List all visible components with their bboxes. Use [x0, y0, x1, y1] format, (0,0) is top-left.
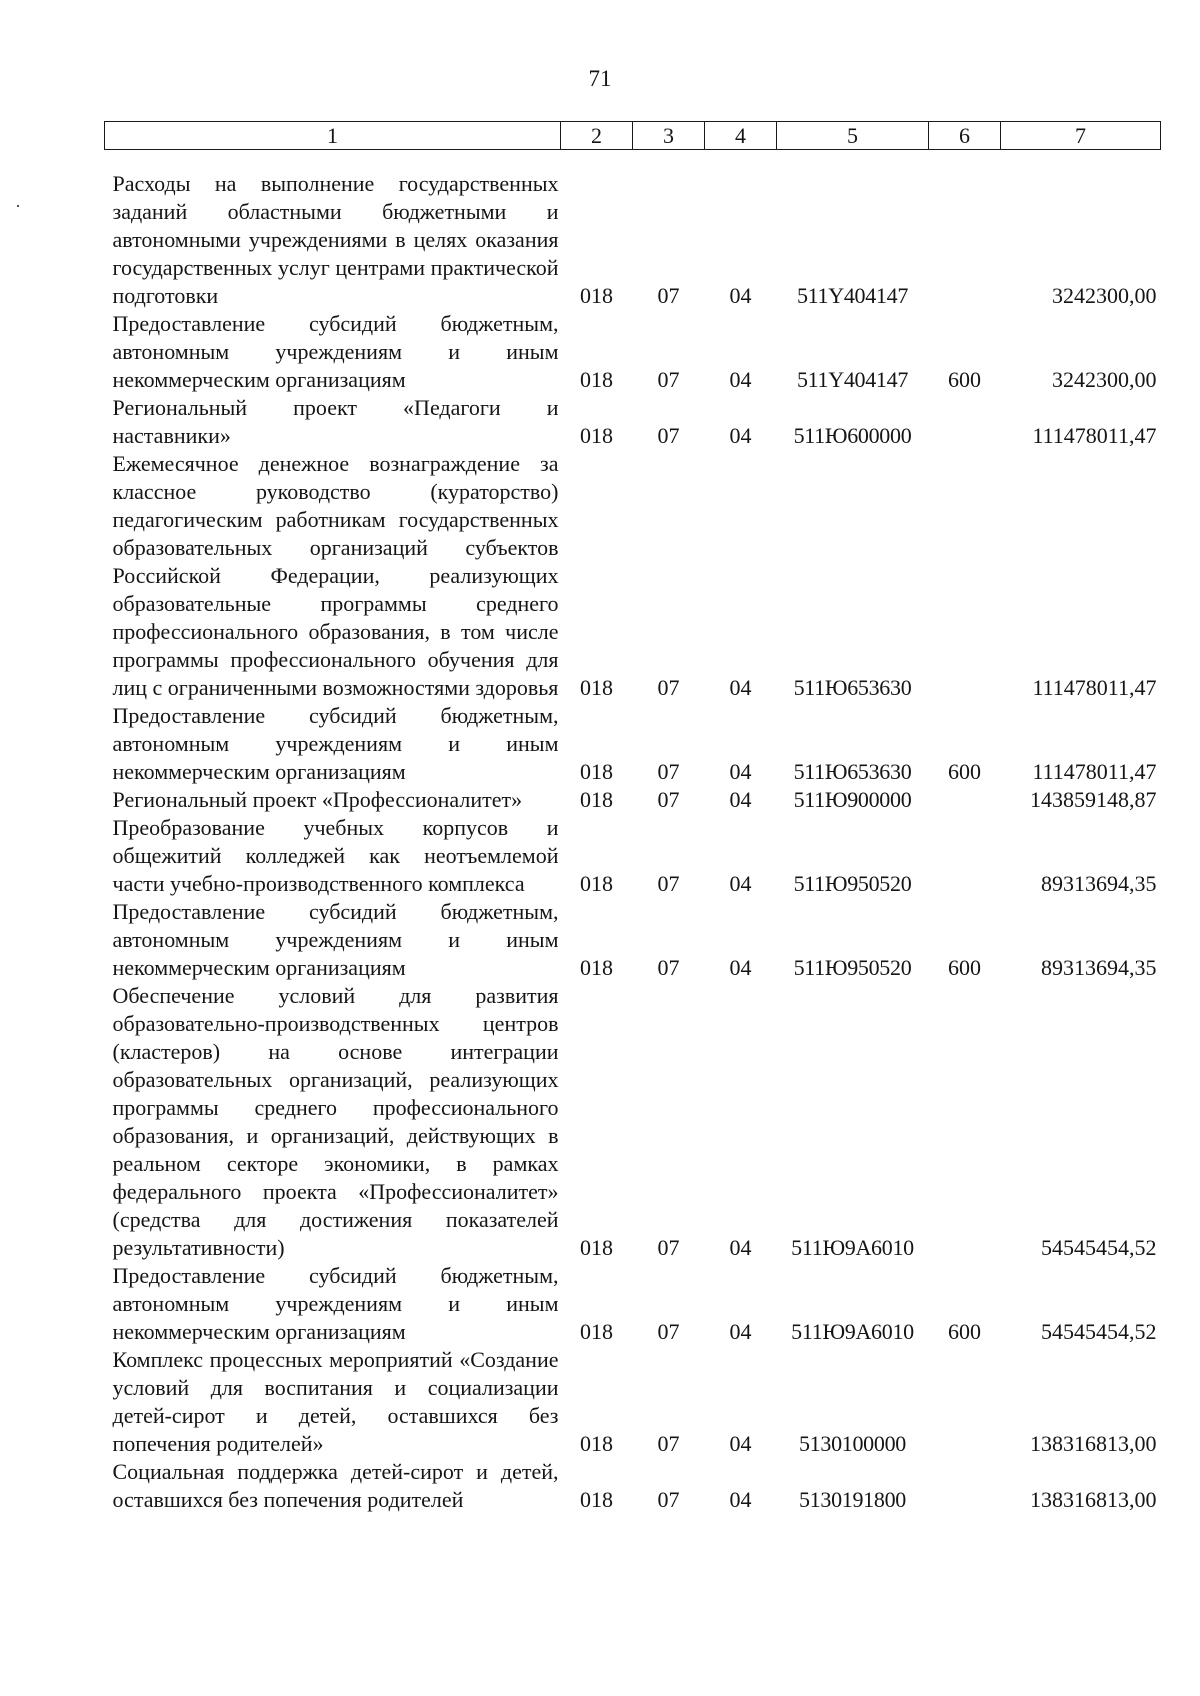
row-subsection-code: 04 — [729, 675, 752, 700]
row-ministry-code: 018 — [580, 787, 613, 812]
table-row — [105, 898, 1161, 982]
row-section-code: 07 — [657, 1235, 680, 1260]
row-description: Обеспечение условий для развития образовательно-производственных центров (кластеров) на основе интеграции образовательных организаций, реализующих программы среднего профессионального образования, и организаций, действующих в реальном секторе экономики, в рамках федерального проекта «Профессионалитет» (средства для достижения показателей результативности) — [112, 983, 559, 1260]
row-target-article: 511Ю653630 — [793, 759, 912, 784]
table-row — [105, 1458, 1161, 1514]
header-col-7: 7 — [1001, 122, 1161, 150]
row-subsection-code: 04 — [729, 283, 752, 308]
table-row — [105, 310, 1161, 394]
row-section-code: 07 — [657, 1487, 680, 1512]
row-expense-type — [929, 1458, 1001, 1514]
row-ministry-code: 018 — [580, 871, 613, 896]
row-amount: 3242300,00 — [1052, 283, 1157, 308]
row-ministry-code: 018 — [580, 955, 613, 980]
scan-artifact-dot: · — [15, 196, 21, 216]
row-expense-type: 600 — [948, 367, 981, 392]
row-description: Преобразование учебных корпусов и общежитий колледжей как неотъемлемой части учебно-производственного комплекса — [112, 815, 559, 896]
row-subsection-code: 04 — [729, 955, 752, 980]
header-col-6: 6 — [929, 122, 1001, 150]
row-expense-type — [929, 394, 1001, 450]
row-amount: 89313694,35 — [1041, 871, 1157, 896]
row-ministry-code: 018 — [580, 283, 613, 308]
header-col-4: 4 — [705, 122, 777, 150]
row-subsection-code: 04 — [729, 1319, 752, 1344]
budget-table — [104, 121, 1161, 1514]
header-row — [105, 122, 1161, 150]
row-expense-type — [929, 814, 1001, 898]
row-target-article: 5130100000 — [798, 1431, 906, 1456]
row-amount: 54545454,52 — [1041, 1319, 1157, 1344]
row-expense-type: 600 — [948, 1319, 981, 1344]
row-subsection-code: 04 — [729, 787, 752, 812]
table-row — [105, 1346, 1161, 1458]
row-section-code: 07 — [657, 787, 680, 812]
row-expense-type — [929, 786, 1001, 814]
row-amount: 138316813,00 — [1030, 1431, 1157, 1456]
row-section-code: 07 — [657, 283, 680, 308]
row-amount: 111478011,47 — [1032, 759, 1157, 784]
row-amount: 111478011,47 — [1032, 423, 1157, 448]
row-expense-type — [929, 982, 1001, 1262]
row-subsection-code: 04 — [729, 1431, 752, 1456]
table-row — [105, 1262, 1161, 1346]
row-target-article: 5130191800 — [798, 1487, 906, 1512]
row-amount: 138316813,00 — [1030, 1487, 1157, 1512]
row-description: Предоставление субсидий бюджетным, автономным учреждениям и иным некоммерческим организациям — [112, 1263, 559, 1344]
table-row — [105, 150, 1161, 311]
row-ministry-code: 018 — [580, 1319, 613, 1344]
row-target-article: 511Ю9А6010 — [791, 1235, 914, 1260]
row-ministry-code: 018 — [580, 423, 613, 448]
table-row — [105, 450, 1161, 702]
row-expense-type: 600 — [948, 759, 981, 784]
row-description: Комплекс процессных мероприятий «Создание условий для воспитания и социализации детей-сирот и детей, оставшихся без попечения родителей» — [112, 1347, 559, 1456]
row-section-code: 07 — [657, 955, 680, 980]
row-section-code: 07 — [657, 871, 680, 896]
table-row — [105, 982, 1161, 1262]
row-amount: 143859148,87 — [1030, 787, 1157, 812]
header-col-5: 5 — [777, 122, 929, 150]
row-section-code: 07 — [657, 367, 680, 392]
row-target-article: 511Ю900000 — [793, 787, 912, 812]
row-section-code: 07 — [657, 1319, 680, 1344]
row-subsection-code: 04 — [729, 367, 752, 392]
row-ministry-code: 018 — [580, 367, 613, 392]
row-section-code: 07 — [657, 423, 680, 448]
row-subsection-code: 04 — [729, 871, 752, 896]
row-description: Ежемесячное денежное вознаграждение за классное руководство (кураторство) педагогическим работникам государственных образовательных организаций субъектов Российской Федерации, реализующих образовательные программы среднего профессионального образования, в том числе программы профессионального обучения для лиц с ограниченными возможностями здоровья — [112, 451, 559, 700]
table-header — [105, 122, 1161, 150]
header-col-3: 3 — [633, 122, 705, 150]
table-row — [105, 814, 1161, 898]
row-section-code: 07 — [657, 1431, 680, 1456]
row-amount: 3242300,00 — [1052, 367, 1157, 392]
row-description: Социальная поддержка детей-сирот и детей, оставшихся без попечения родителей — [112, 1459, 559, 1512]
row-amount: 89313694,35 — [1041, 955, 1157, 980]
row-amount: 54545454,52 — [1041, 1235, 1157, 1260]
row-section-code: 07 — [657, 759, 680, 784]
row-target-article: 511Ю950520 — [793, 955, 912, 980]
row-section-code: 07 — [657, 675, 680, 700]
row-description: Расходы на выполнение государственных заданий областными бюджетными и автономными учреждениями в целях оказания государственных услуг центрами практической подготовки — [112, 171, 559, 308]
row-ministry-code: 018 — [580, 1431, 613, 1456]
row-description: Предоставление субсидий бюджетным, автономным учреждениям и иным некоммерческим организациям — [112, 899, 559, 980]
page-number: 71 — [588, 66, 612, 91]
row-target-article: 511Ю9А6010 — [791, 1319, 914, 1344]
row-description: Предоставление субсидий бюджетным, автономным учреждениям и иным некоммерческим организациям — [112, 703, 559, 784]
row-subsection-code: 04 — [729, 1235, 752, 1260]
row-description: Предоставление субсидий бюджетным, автономным учреждениям и иным некоммерческим организациям — [112, 311, 559, 392]
table-row — [105, 394, 1161, 450]
table-row — [105, 786, 1161, 814]
row-target-article: 511Y404147 — [796, 283, 909, 308]
row-target-article: 511Ю950520 — [793, 871, 912, 896]
row-target-article: 511Ю653630 — [793, 675, 912, 700]
row-amount: 111478011,47 — [1032, 675, 1157, 700]
row-expense-type — [929, 1346, 1001, 1458]
row-description: Региональный проект «Профессионалитет» — [112, 787, 523, 812]
row-ministry-code: 018 — [580, 1235, 613, 1260]
row-ministry-code: 018 — [580, 759, 613, 784]
row-subsection-code: 04 — [729, 759, 752, 784]
row-subsection-code: 04 — [729, 423, 752, 448]
table-body — [105, 150, 1161, 1515]
header-col-1: 1 — [105, 122, 561, 150]
row-target-article: 511Ю600000 — [793, 423, 912, 448]
row-expense-type: 600 — [948, 955, 981, 980]
row-ministry-code: 018 — [580, 675, 613, 700]
header-col-2: 2 — [561, 122, 633, 150]
row-target-article: 511Y404147 — [796, 367, 909, 392]
table-row — [105, 702, 1161, 786]
row-ministry-code: 018 — [580, 1487, 613, 1512]
row-expense-type — [929, 450, 1001, 702]
row-subsection-code: 04 — [729, 1487, 752, 1512]
row-expense-type — [929, 150, 1001, 311]
row-description: Региональный проект «Педагоги и наставники» — [112, 395, 559, 448]
